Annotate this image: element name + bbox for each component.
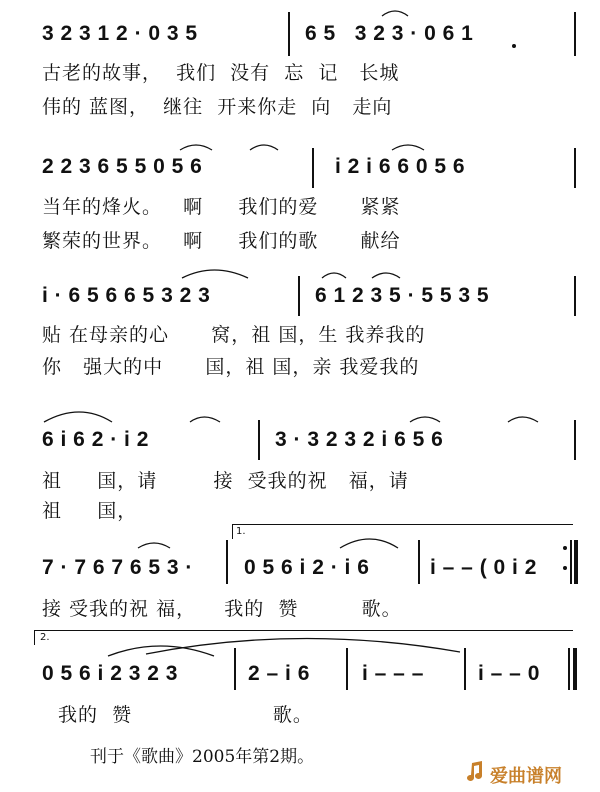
notes-measure-1: 3 2 3 1 2 · 0 3 5	[42, 22, 198, 45]
notes-measure-2: 6 5 3 2 3 · 0 6 1	[305, 22, 474, 45]
lyric-verse-1: 接 受我的祝 福， 我的 赞 歌。	[42, 598, 402, 620]
notes-measure-2: 6 1 2 3 5 · 5 5 3 5	[315, 284, 490, 307]
notes-measure-2: 2 – i 6	[248, 662, 310, 685]
lyric-verse-2: 繁荣的世界。 啊 我们的歌 献给	[42, 230, 401, 252]
slur	[250, 145, 278, 150]
notes-measure-3: i – – –	[362, 662, 424, 685]
notes-measure-2: 0 5 6 i 2 · i 6	[244, 556, 370, 579]
octave-dot	[512, 44, 516, 48]
notes-measure-1: i · 6 5 6 6 5 3 2 3	[42, 284, 211, 307]
lyric-verse-1: 当年的烽火。 啊 我们的爱 紧紧	[42, 196, 401, 218]
slur	[508, 417, 538, 422]
notes-measure-4: i – – 0	[478, 662, 540, 685]
notes-measure-3: i – – ( 0 i 2	[430, 556, 537, 579]
notes-measure-2: i 2 i 6 6 0 5 6	[335, 155, 466, 178]
lyric-verse-2: 你 强大的中 国，祖 国，亲 我爱我的	[42, 356, 420, 378]
slur	[340, 539, 398, 548]
first-ending-label: 1.	[236, 526, 246, 537]
slur	[392, 145, 424, 150]
lyric-verse-2: 祖 国，	[42, 500, 138, 522]
lyric-verse-1: 我的 赞 歌。	[58, 704, 313, 726]
site-logo[interactable]	[464, 760, 594, 786]
notes-measure-1: 2 2 3 6 5 5 0 5 6	[42, 155, 203, 178]
slur	[190, 417, 220, 422]
slur	[180, 145, 212, 150]
music-note-icon	[464, 760, 486, 784]
slur	[44, 412, 112, 422]
notes-measure-1: 7 · 7 6 7 6 5 3 ·	[42, 556, 193, 579]
slur	[382, 11, 408, 16]
site-logo-text: 爱曲谱网	[490, 766, 562, 787]
slur	[138, 543, 170, 548]
slur	[410, 417, 440, 422]
lyric-verse-1: 祖 国，请 接 受我的祝 福，请	[42, 470, 409, 492]
slur	[182, 270, 248, 278]
notes-measure-2: 3 · 3 2 3 2 i 6 5 6	[275, 428, 444, 451]
slur	[372, 273, 400, 278]
lyric-verse-1: 古老的故事， 我们 没有 忘 记 长城	[42, 62, 400, 84]
slur	[146, 638, 460, 654]
notes-measure-1: 6 i 6 2 · i 2	[42, 428, 149, 451]
octave-dot	[563, 546, 567, 550]
lyric-verse-2: 伟的 蓝图， 继往 开来你走 向 走向	[42, 96, 393, 118]
notes-measure-1: 0 5 6 i 2 3 2 3	[42, 662, 178, 685]
lyric-verse-1: 贴 在母亲的心 窝，祖 国，生 我养我的	[42, 324, 426, 346]
publication-credit: 刊于《歌曲》2005年第2期。	[90, 747, 315, 767]
octave-dot	[563, 566, 567, 570]
slur	[322, 273, 346, 278]
second-ending-label: 2.	[40, 632, 50, 643]
